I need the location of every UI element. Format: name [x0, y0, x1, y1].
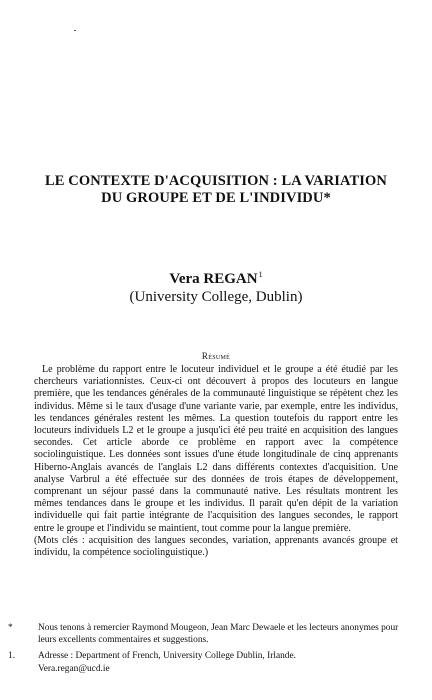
- author-note-mark: 1: [258, 270, 263, 279]
- abstract: [34, 364, 398, 559]
- footnote: [8, 650, 418, 674]
- footnote-address: Adresse : Department of French, University College Dublin, Irlande.: [38, 651, 297, 662]
- footnote-mark: 1.: [8, 651, 16, 662]
- author-affiliation: (University College, Dublin): [129, 289, 303, 305]
- abstract-heading: Résumé: [201, 351, 231, 361]
- title-line-2: DU GROUPE ET DE L'INDIVIDU*: [101, 190, 331, 206]
- footnote-text: [30, 650, 418, 674]
- author-block: [0, 266, 432, 306]
- author-name-text: Vera REGAN: [169, 271, 258, 287]
- article-title: [40, 173, 392, 207]
- abstract-body: Le problème du rapport entre le locuteur individuel et le groupe a été étudié par les chercheurs variationnistes. Ceux-ci ont découvert à propos des locuteurs en langue première, que les tendances générales de la communauté linguistique se répètent chez les individus. Même si le taux d'usage d'une variante varie, par exemple, entre les individus, les tendances générales restent les mêmes. La question toutefois du rapport entre les locuteurs individuels L2 et le groupe a jusqu'ici été peu traité en acquisition des langues secondes. Cet article aborde ce problème en rapport avec la compétence sociolinguistique. Les données sont issues d'une étude longitudinale de cinq apprenants Hiberno-Anglais avancés de l'anglais L2 dans différents contextes d'acquisition. Une analyse Varbrul a été effectuée sur des données de trois étapes de développement, comprenant un séjour passé dans la communauté native. Les résultats montrent les mêmes tendances dans le groupe et les individus. Il paraît qu'en dépit de la variation individuelle qui fait partie intégrante de l'acquisition des langues secondes, le rapport entre le groupe et l'individu se maintient, tout comme pour la langue première.: [34, 364, 398, 534]
- footnote: [8, 622, 418, 646]
- footnote-text: Nous tenons à remercier Raymond Mougeon, Jean Marc Dewaele et les lecteurs anonymes pour leurs excellents commentaires et suggestions.: [38, 623, 399, 646]
- author-name: [0, 266, 432, 288]
- scan-speck: [74, 30, 76, 31]
- footnote-mark: *: [8, 623, 13, 633]
- footnote-email: Vera.regan@ucd.ie: [38, 663, 110, 674]
- abstract-keywords: (Mots clés : acquisition des langues secondes, variation, apprenants avancés groupe et individu, la compétence sociolinguistique.): [34, 534, 398, 559]
- title-line-1: LE CONTEXTE D'ACQUISITION : LA VARIATION: [44, 173, 387, 189]
- footnotes: [8, 622, 418, 679]
